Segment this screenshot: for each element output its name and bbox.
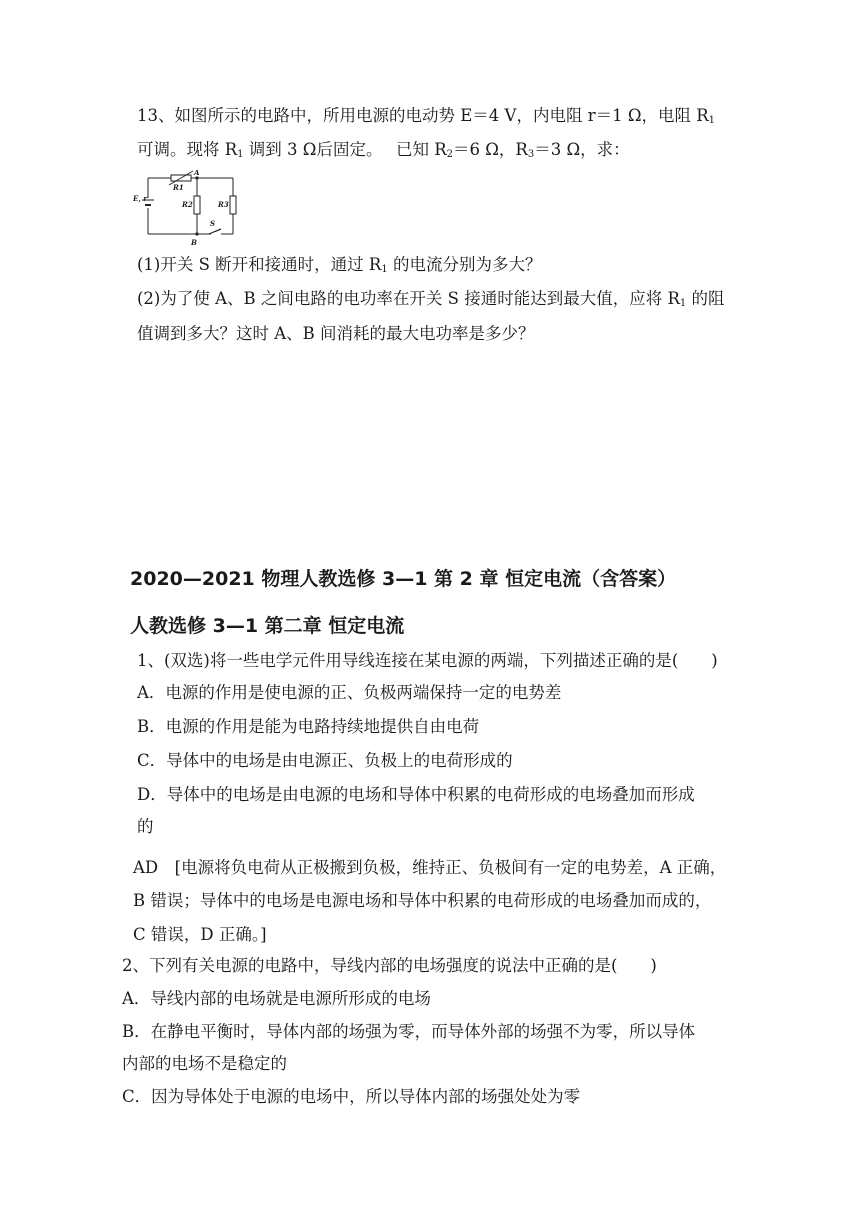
r3-resistor xyxy=(230,196,236,214)
problem13-line2: 可调。现将 $R_1$ 调到 3 Ω后固定。 已知 $R_2=6$ Ω，$R_3=3$ Ω，求： xyxy=(137,140,630,160)
label-r2: R2 xyxy=(182,200,193,209)
circuit-diagram xyxy=(133,170,241,248)
q1-answer-line2: B 错误；导体中的电场是电源电场和导体中积累的电荷形成的电场叠加而成的， xyxy=(133,891,712,910)
q2-option-b-line1: B．在静电平衡时，导体内部的场强为零，而导体外部的场强不为零，所以导体 xyxy=(122,1022,696,1041)
label-e-r: E, r xyxy=(133,194,147,203)
chapter-subtitle: 人教选修 3—1 第二章 恒定电流 xyxy=(130,615,405,637)
label-s: S xyxy=(210,219,216,228)
label-r1: R1 xyxy=(173,183,184,192)
document-title: 2020—2021 物理人教选修 3—1 第 2 章 恒定电流（含答案） xyxy=(130,568,677,590)
problem13-question2-line2: 值调到多大？这时 A、B 间消耗的最大电功率是多少？ xyxy=(137,324,535,343)
q1-option-c: C．导体中的电场是由电源正、负极上的电荷形成的 xyxy=(137,751,513,770)
q1-option-d-line1: D．导体中的电场是由电源的电场和导体中积累的电荷形成的电场叠加而形成 xyxy=(137,785,695,804)
problem13-question1: (1)开关 S 断开和接通时，通过 $R_1$ 的电流分别为多大？ xyxy=(137,255,542,275)
q1-option-a: A．电源的作用是使电源的正、负极两端保持一定的电势差 xyxy=(137,683,562,702)
q2-option-a: A．导线内部的电场就是电源所形成的电场 xyxy=(122,989,431,1008)
q2-option-c: C．因为导体处于电源的电场中，所以导体内部的场强处处为零 xyxy=(122,1087,581,1106)
q1-answer-line1: AD [电源将负电荷从正极搬到负极，维持正、负极间有一定的电势差，A 正确， xyxy=(133,858,727,877)
q1-option-d-line2: 的 xyxy=(137,817,154,836)
q2-stem: 2、下列有关电源的电路中，导线内部的电场强度的说法中正确的是( ) xyxy=(122,956,657,975)
label-a: A xyxy=(194,170,200,177)
q2-option-b-line2: 内部的电场不是稳定的 xyxy=(122,1054,287,1073)
problem13-question2-line1: (2)为了使 A、B 之间电路的电功率在开关 S 接通时能达到最大值，应将 $R_1$ 的阻 xyxy=(137,289,725,309)
node-b-dot xyxy=(195,232,198,235)
r2-resistor xyxy=(194,196,200,214)
q1-answer-line3: C 错误，D 正确。] xyxy=(133,925,267,944)
label-r3: R3 xyxy=(218,200,229,209)
problem13-line1: 13、如图所示的电路中，所用电源的电动势 E＝4 V，内电阻 r＝1 Ω，电阻 $R_1$ xyxy=(137,106,716,126)
label-b: B xyxy=(191,238,197,247)
q1-option-b: B．电源的作用是能为电路持续地提供自由电荷 xyxy=(137,717,480,736)
q1-stem: 1、(双选)将一些电学元件用导线连接在某电源的两端，下列描述正确的是( ) xyxy=(137,651,718,670)
